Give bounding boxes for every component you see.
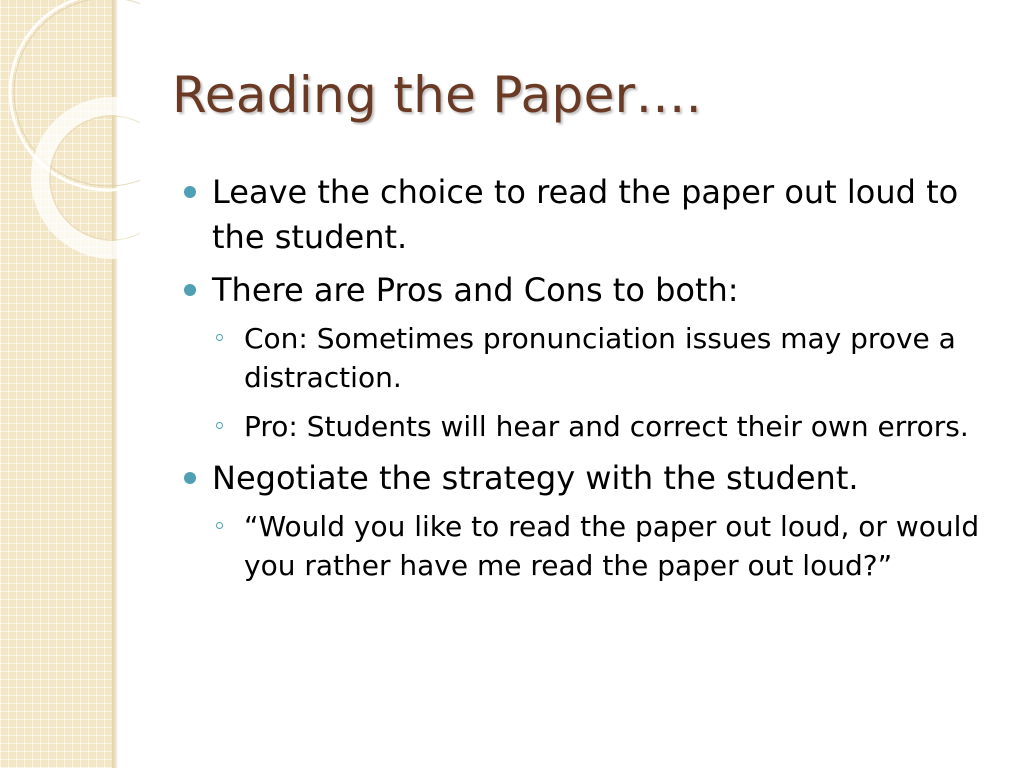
hollow-circle-bullet-icon [216, 422, 223, 429]
sub-bullet-item-pro [212, 407, 992, 446]
sub-bullet-list [212, 507, 992, 585]
bullet-item-pros-cons [182, 268, 992, 446]
bullet-text: There are Pros and Cons to both: [212, 271, 739, 309]
sub-bullet-list [212, 319, 992, 446]
sub-bullet-text: Con: Sometimes pronunciation issues may prove a distraction. [244, 322, 956, 394]
bullet-list [182, 170, 992, 585]
sub-bullet-item-con [212, 319, 992, 397]
bullet-item-leave-choice [182, 170, 992, 260]
hollow-circle-bullet-icon [216, 334, 223, 341]
bullet-text: Negotiate the strategy with the student. [212, 459, 859, 497]
sub-bullet-text: “Would you like to read the paper out loud, or would you rather have me read the paper out loud?” [244, 510, 980, 582]
slide-title: Reading the Paper…. [172, 66, 702, 124]
bullet-text: Leave the choice to read the paper out loud to the student. [212, 173, 959, 256]
sub-bullet-item-quote [212, 507, 992, 585]
filled-circle-bullet-icon [184, 186, 196, 198]
slide-content [182, 170, 992, 595]
hollow-circle-bullet-icon [216, 522, 223, 529]
filled-circle-bullet-icon [184, 284, 196, 296]
sub-bullet-text: Pro: Students will hear and correct their own errors. [244, 410, 969, 443]
rings-decoration-icon [0, 0, 140, 280]
filled-circle-bullet-icon [184, 472, 196, 484]
bullet-item-negotiate [182, 456, 992, 585]
